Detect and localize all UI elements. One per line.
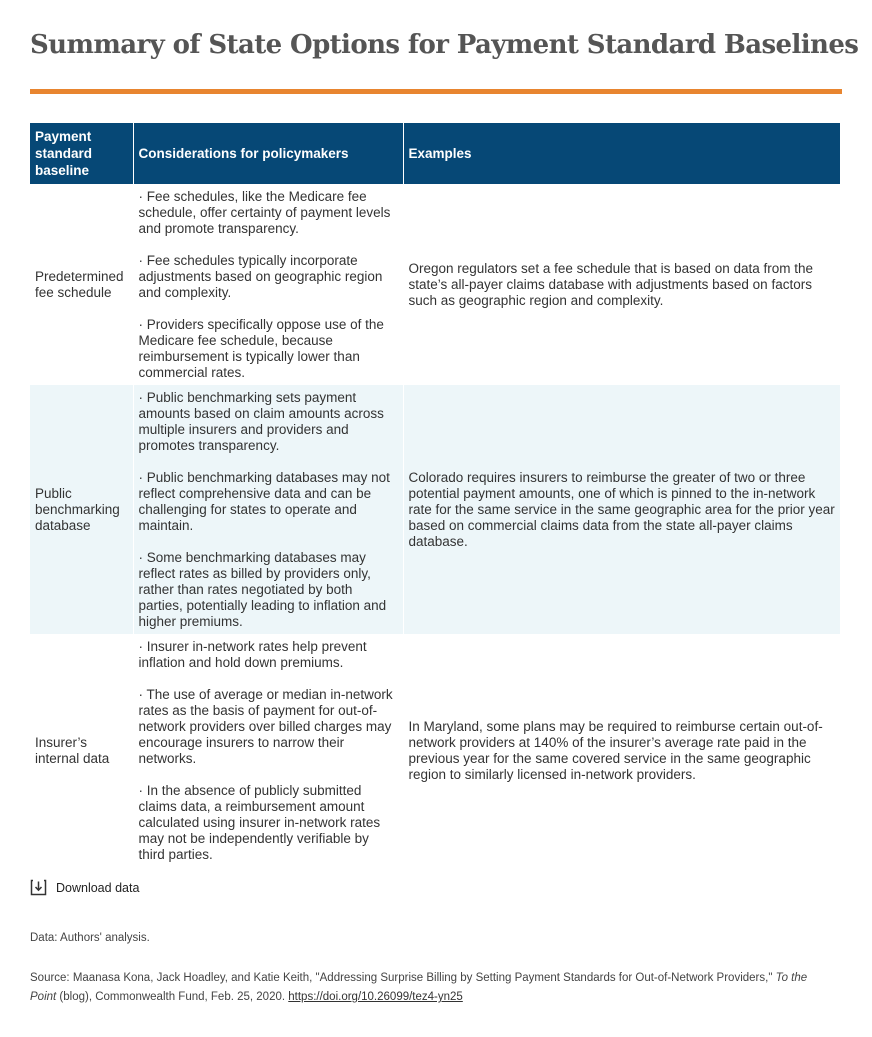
consideration-item: · Insurer in-network rates help prevent inflation and hold down premiums. xyxy=(138,638,367,670)
data-note: Data: Authors' analysis. xyxy=(30,932,150,944)
consideration-item: · In the absence of publicly submitted claims data, a reimbursement amount calculated using insurer in-network rates may not be independently verifiable by third parties. xyxy=(138,782,381,862)
title-accent-rule xyxy=(30,89,842,94)
table-row xyxy=(30,184,840,385)
summary-table xyxy=(30,123,840,867)
consideration-item: · Some benchmarking databases may reflect rates as billed by providers only, rather than rates negotiated by both parties, potentially leading to inflation and higher premiums. xyxy=(138,549,387,629)
baseline-cell: Public benchmarking database xyxy=(30,385,133,634)
table-row xyxy=(30,634,840,867)
consideration-item: · Public benchmarking databases may not reflect comprehensive data and can be challenging for states to operate and maintain. xyxy=(138,469,390,533)
example-cell: In Maryland, some plans may be required to reimburse certain out-of-network providers at 140% of the insurer’s average rate paid in the previous year for the same covered service in the same geographic region to similarly licensed in-network providers. xyxy=(403,634,840,867)
consideration-item: · Fee schedules typically incorporate adjustments based on geographic region and complexity. xyxy=(138,252,383,300)
consideration-item: · Providers specifically oppose use of the Medicare fee schedule, because reimbursement is typically lower than commercial rates. xyxy=(138,316,384,380)
considerations-cell xyxy=(133,385,403,634)
consideration-item: · The use of average or median in-network rates as the basis of payment for out-of-network providers over billed charges may encourage insurers to narrow their networks. xyxy=(138,686,393,766)
consideration-item: · Fee schedules, like the Medicare fee schedule, offer certainty of payment levels and promote transparency. xyxy=(138,188,391,236)
download-data-label: Download data xyxy=(56,880,140,895)
considerations-cell xyxy=(133,634,403,867)
table-row xyxy=(30,385,840,634)
download-data-button[interactable] xyxy=(30,879,139,896)
header-considerations: Considerations for policymakers xyxy=(133,123,403,184)
baseline-cell: Predetermined fee schedule xyxy=(35,268,124,300)
table-header-row xyxy=(30,123,840,184)
source-citation xyxy=(30,969,830,1007)
considerations-cell xyxy=(133,184,403,385)
header-baseline: Payment standard baseline xyxy=(30,123,133,184)
baseline-cell: Insurer’s internal data xyxy=(35,734,110,766)
source-suffix: (blog), Commonwealth Fund, Feb. 25, 2020. xyxy=(56,991,289,1003)
source-prefix: Source: Maanasa Kona, Jack Hoadley, and Katie Keith, "Addressing Surprise Billing by Setting Payment Standards for Out-of-Network Providers," xyxy=(30,972,776,984)
source-publication: To the Point xyxy=(30,972,808,1003)
example-cell: Colorado requires insurers to reimburse the greater of two or three potential payment amounts, one of which is pinned to the in-network rate for the same service in the same geographic area for the prior year based on commercial claims data from the state all-payer claims database. xyxy=(403,385,840,634)
source-doi-link[interactable]: https://doi.org/10.26099/tez4-yn25 xyxy=(288,991,463,1003)
page-title: Summary of State Options for Payment Standard Baselines xyxy=(30,30,859,60)
header-examples: Examples xyxy=(403,123,840,184)
example-cell: Oregon regulators set a fee schedule that is based on data from the state’s all-payer claims database with adjustments based on factors such as geographic region and complexity. xyxy=(403,184,840,385)
consideration-item: · Public benchmarking sets payment amounts based on claim amounts across multiple insurers and providers and promotes transparency. xyxy=(138,389,384,453)
download-icon xyxy=(30,879,47,896)
